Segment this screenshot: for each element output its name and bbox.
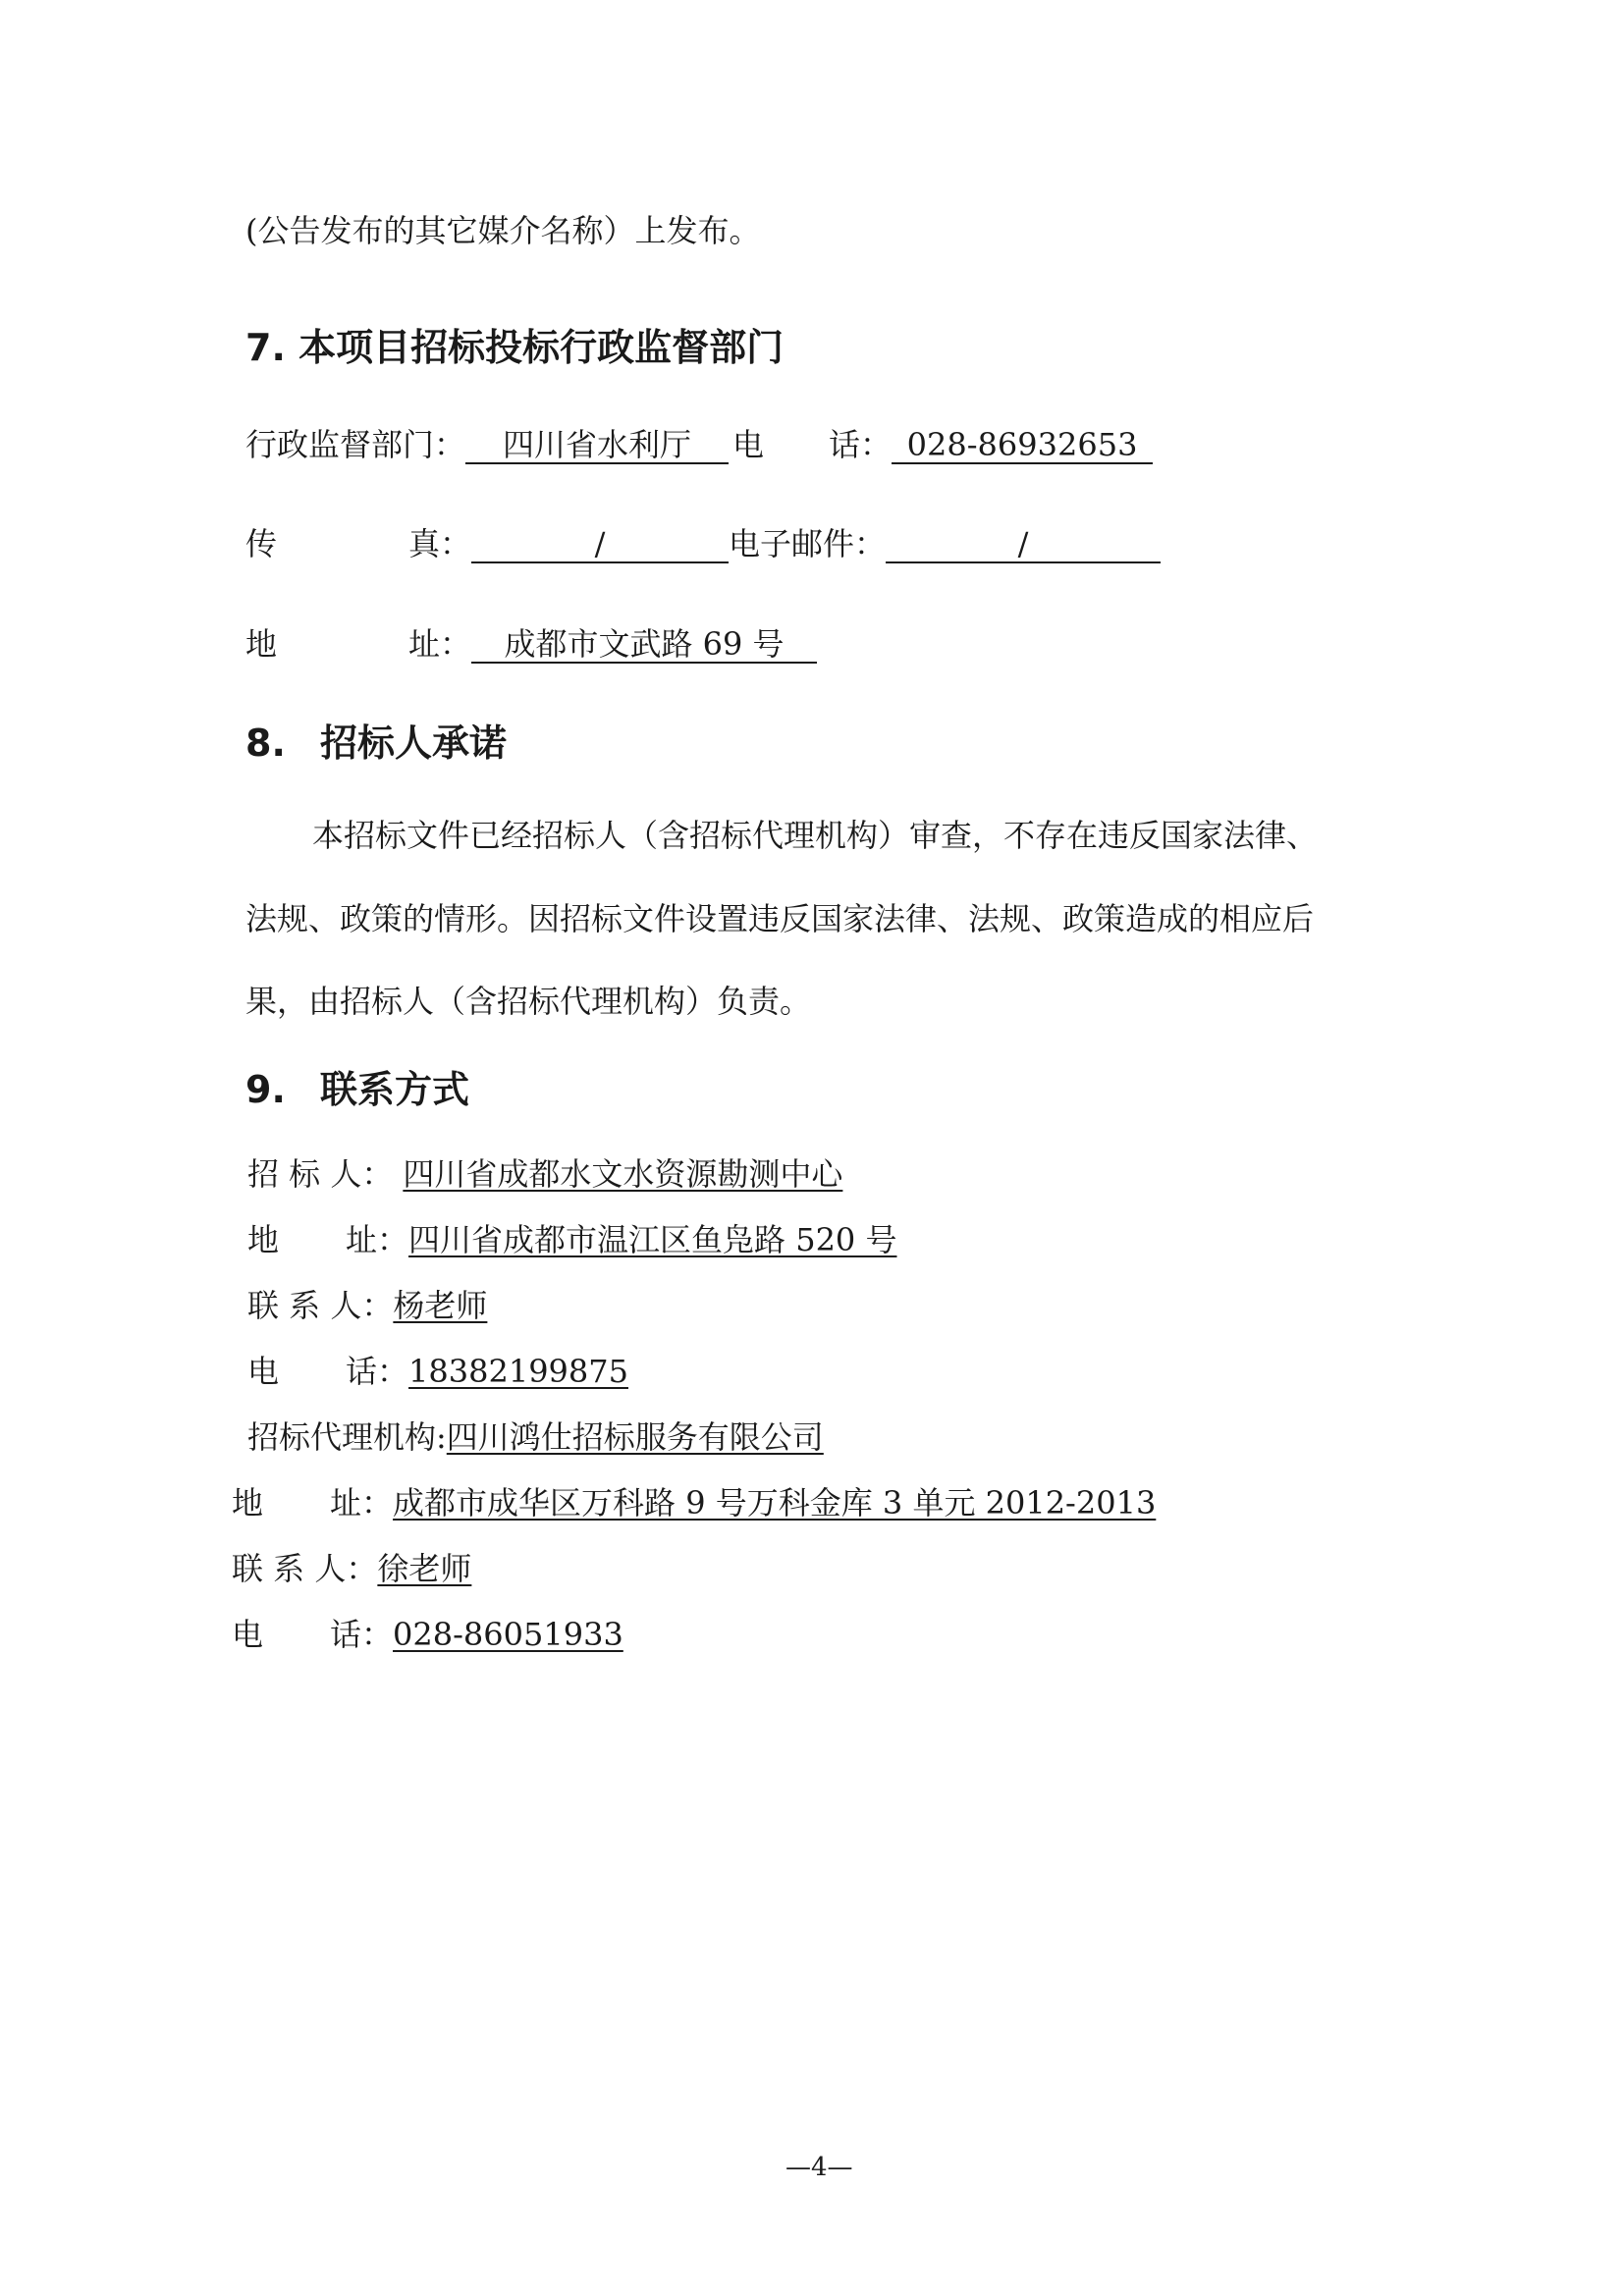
- tenderer-phone-value: 18382199875: [408, 1353, 628, 1390]
- dept-value: 四川省水利厅: [465, 429, 729, 464]
- agency-address-row: [232, 1484, 1157, 1522]
- tenderer-contact-row: [247, 1287, 488, 1324]
- fax-label-a: 传: [245, 525, 278, 562]
- section-8-number: 8.: [245, 721, 286, 765]
- tenderer-phone-row: [247, 1353, 628, 1390]
- dept-label: 行政监督部门：: [245, 426, 466, 463]
- supervision-dept-row: [245, 426, 1153, 464]
- commitment-para-line-2: 法规、政策的情形。因招标文件设置违反国家法律、法规、政策造成的相应后: [245, 900, 1315, 937]
- fax-value: /: [471, 528, 729, 563]
- commitment-para-line-3: 果，由招标人（含招标代理机构）负责。: [245, 983, 812, 1020]
- tenderer-address-value: 四川省成都市温江区鱼凫路 520 号: [408, 1221, 897, 1258]
- page-number: —4—: [785, 2153, 853, 2182]
- phone-label-a: 电: [732, 426, 765, 463]
- tenderer-address-row: [247, 1221, 897, 1258]
- fax-label-b: 真：: [408, 525, 472, 562]
- intro-text: (公告发布的其它媒介名称）上发布。: [245, 212, 761, 249]
- agency-phone-label-b: 话：: [330, 1616, 394, 1653]
- supervision-address-value: 成都市文武路 69 号: [471, 628, 817, 664]
- section-7-number: 7.: [245, 326, 286, 369]
- tenderer-phone-label-b: 话：: [346, 1353, 409, 1390]
- agency-address-value: 成都市成华区万科路 9 号万科金库 3 单元 2012-2013: [393, 1484, 1157, 1522]
- tenderer-row: [247, 1155, 843, 1193]
- tenderer-address-label-b: 址：: [346, 1221, 409, 1258]
- address-label-b: 址：: [408, 625, 472, 663]
- supervision-address-row: [245, 625, 817, 664]
- tenderer-contact-value: 杨老师: [393, 1287, 488, 1324]
- section-7-title: 本项目招标投标行政监督部门: [298, 326, 785, 369]
- section-7-heading: [245, 326, 785, 369]
- phone-label-b: 话：: [829, 426, 893, 463]
- agency-contact-label: 联 系 人：: [232, 1550, 378, 1587]
- tenderer-phone-label-a: 电: [247, 1353, 280, 1390]
- address-label-a: 地: [245, 625, 278, 663]
- section-9-heading: [245, 1068, 470, 1111]
- agency-address-label-a: 地: [232, 1484, 264, 1522]
- agency-contact-value: 徐老师: [377, 1550, 472, 1587]
- section-9-number: 9.: [245, 1068, 286, 1111]
- tenderer-label: 招 标 人：: [247, 1155, 394, 1193]
- commitment-para-line-1: 本招标文件已经招标人（含招标代理机构）审查，不存在违反国家法律、: [312, 817, 1319, 854]
- agency-contact-row: [232, 1550, 472, 1587]
- tenderer-contact-label: 联 系 人：: [247, 1287, 394, 1324]
- agency-label: 招标代理机构:: [247, 1418, 447, 1456]
- supervision-phone-value: 028-86932653: [892, 429, 1153, 464]
- agency-phone-label-a: 电: [232, 1616, 264, 1653]
- email-label: 电子邮件：: [729, 525, 887, 562]
- tenderer-value: 四川省成都水文水资源勘测中心: [403, 1155, 843, 1193]
- fax-email-row: [245, 525, 1161, 563]
- agency-address-label-b: 址：: [330, 1484, 394, 1522]
- email-value: /: [886, 528, 1161, 563]
- tenderer-address-label-a: 地: [247, 1221, 280, 1258]
- section-8-heading: [245, 721, 508, 765]
- agency-phone-row: [232, 1616, 623, 1653]
- agency-value: 四川鸿仕招标服务有限公司: [446, 1418, 824, 1456]
- section-9-title: 联系方式: [320, 1068, 470, 1111]
- section-8-title: 招标人承诺: [320, 721, 508, 765]
- agency-phone-value: 028-86051933: [393, 1616, 623, 1653]
- agency-row: [247, 1418, 824, 1456]
